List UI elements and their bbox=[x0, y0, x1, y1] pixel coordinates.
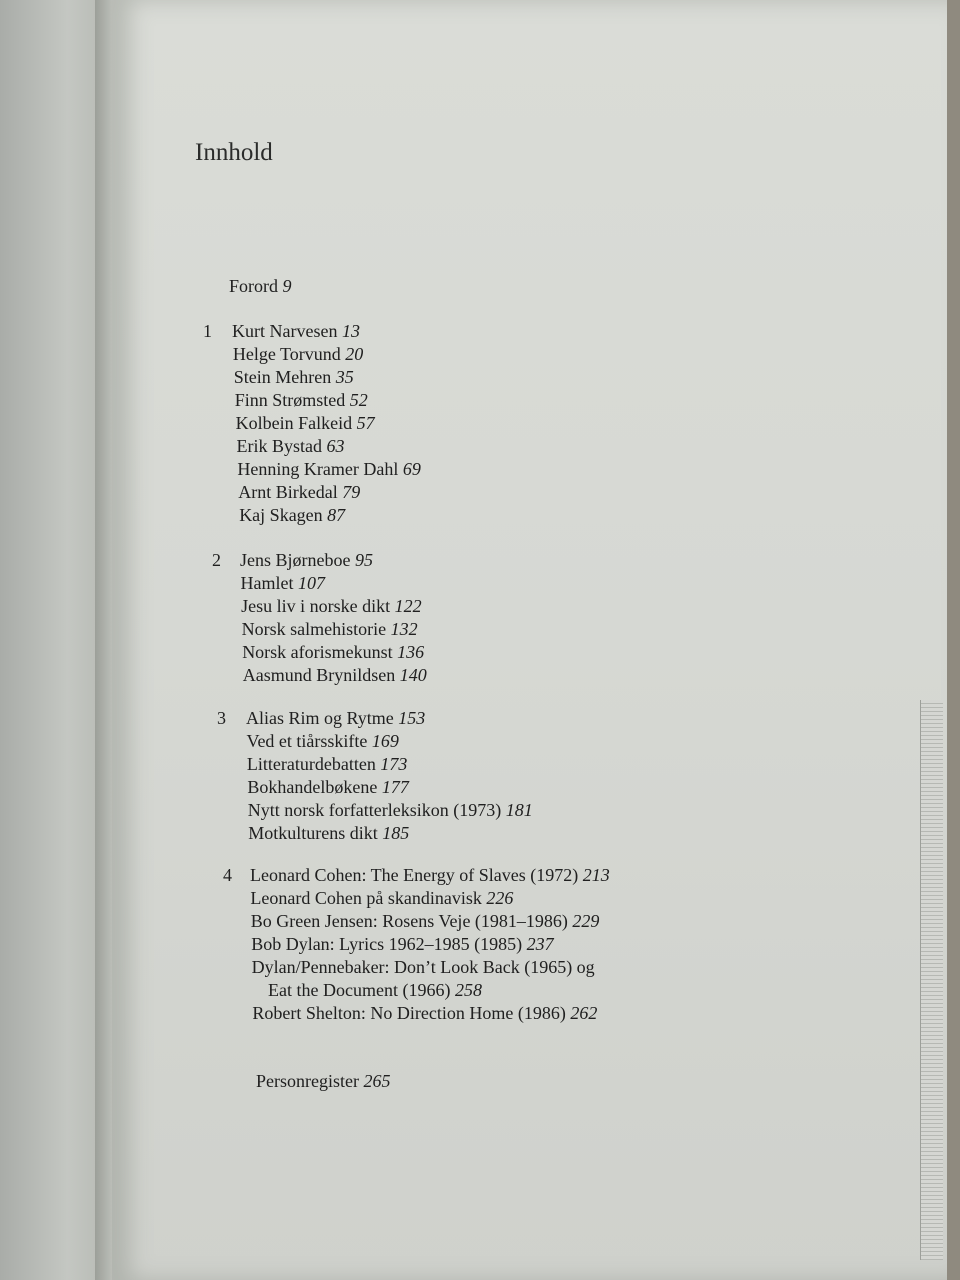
toc-entry bbox=[247, 753, 407, 775]
entry-page-number: 169 bbox=[371, 731, 399, 751]
section-number: 2 bbox=[212, 550, 221, 570]
toc-entry bbox=[246, 707, 425, 729]
entry-page-number: 13 bbox=[341, 321, 360, 341]
toc-entry bbox=[236, 412, 375, 434]
toc-entry bbox=[248, 799, 533, 821]
toc-entry bbox=[232, 320, 360, 342]
section-number: 4 bbox=[223, 865, 232, 885]
entry-page-number: 136 bbox=[397, 642, 425, 662]
entry-page-number: 87 bbox=[327, 505, 346, 525]
entry-title: Hamlet bbox=[240, 573, 294, 593]
entry-page-number: 185 bbox=[382, 823, 410, 843]
entry-page-number: 69 bbox=[402, 459, 421, 479]
entry-page-number: 63 bbox=[326, 436, 345, 456]
toc-entry bbox=[268, 979, 482, 1001]
toc-entry bbox=[243, 664, 427, 686]
toc-entry bbox=[239, 504, 345, 526]
toc-entry bbox=[251, 933, 553, 955]
toc-entry bbox=[250, 864, 610, 886]
toc-entry bbox=[241, 572, 325, 594]
entry-page-number: 132 bbox=[390, 619, 418, 639]
toc-entry bbox=[251, 910, 600, 932]
entry-page-number: 173 bbox=[380, 754, 408, 774]
entry-title: Finn Strømsted bbox=[234, 390, 346, 410]
entry-title: Stein Mehren bbox=[233, 367, 332, 387]
entry-title: Aasmund Brynildsen bbox=[242, 665, 396, 685]
page-title: Innhold bbox=[195, 138, 273, 166]
toc-entry bbox=[248, 822, 409, 844]
entry-page-number: 95 bbox=[354, 550, 373, 570]
foreword-entry bbox=[229, 275, 292, 297]
entry-title: Jens Bjørneboe bbox=[240, 550, 351, 570]
entry-title: Kurt Narvesen bbox=[232, 321, 338, 341]
entry-title: Helge Torvund bbox=[232, 344, 341, 364]
entry-page-number: 9 bbox=[282, 276, 292, 296]
toc-entry bbox=[252, 1002, 597, 1024]
entry-title: Bokhandelbøkene bbox=[247, 777, 378, 797]
entry-title: Forord bbox=[229, 276, 278, 296]
toc-entry bbox=[242, 618, 418, 640]
entry-title: Kolbein Falkeid bbox=[235, 413, 353, 433]
entry-title: Nytt norsk forfatterleksikon (1973) bbox=[247, 800, 502, 820]
entry-page-number: 229 bbox=[572, 911, 600, 931]
entry-title: Litteraturdebatten bbox=[246, 754, 376, 774]
entry-title: Dylan/Pennebaker: Don’t Look Back (1965) og bbox=[251, 957, 595, 977]
toc-entry bbox=[237, 435, 345, 457]
entry-title: Alias Rim og Rytme bbox=[246, 708, 394, 728]
entry-page-number: 262 bbox=[570, 1003, 598, 1023]
entry-title: Personregister bbox=[256, 1071, 359, 1091]
entry-title: Norsk salmehistorie bbox=[241, 619, 387, 639]
entry-title: Jesu liv i norske dikt bbox=[241, 596, 391, 616]
section-number: 1 bbox=[203, 321, 212, 341]
entry-title: Erik Bystad bbox=[236, 436, 322, 456]
entry-page-number: 20 bbox=[345, 344, 364, 364]
section-number: 3 bbox=[217, 708, 226, 728]
entry-title: Leonard Cohen på skandinavisk bbox=[250, 888, 482, 908]
entry-title: Ved et tiårsskifte bbox=[246, 731, 368, 751]
entry-title: Henning Kramer Dahl bbox=[237, 459, 399, 479]
entry-page-number: 122 bbox=[394, 596, 422, 616]
entry-page-number: 57 bbox=[356, 413, 375, 433]
toc-entry bbox=[247, 776, 408, 798]
toc-entry bbox=[240, 549, 373, 571]
entry-page-number: 237 bbox=[526, 934, 554, 954]
toc-entry bbox=[250, 887, 513, 909]
entry-page-number: 153 bbox=[398, 708, 426, 728]
toc-entry bbox=[233, 343, 363, 365]
toc-entry bbox=[235, 389, 368, 411]
entry-title: Motkulturens dikt bbox=[248, 823, 378, 843]
entry-title: Bo Green Jensen: Rosens Veje (1981–1986) bbox=[250, 911, 568, 931]
toc-entry bbox=[246, 730, 398, 752]
toc-entry bbox=[238, 481, 360, 503]
entry-title: Eat the Document (1966) bbox=[268, 980, 451, 1000]
toc-entry bbox=[234, 366, 354, 388]
entry-page-number: 177 bbox=[381, 777, 409, 797]
entry-title: Leonard Cohen: The Energy of Slaves (1972) bbox=[250, 865, 579, 885]
toc-entry bbox=[241, 595, 422, 617]
toc-entry bbox=[237, 458, 420, 480]
entry-page-number: 265 bbox=[363, 1071, 391, 1091]
entry-title: Arnt Birkedal bbox=[238, 482, 338, 502]
entry-page-number: 258 bbox=[454, 980, 482, 1000]
entry-page-number: 107 bbox=[298, 573, 326, 593]
entry-page-number: 213 bbox=[582, 865, 610, 885]
toc-entry bbox=[242, 641, 424, 663]
toc-entry bbox=[252, 956, 595, 978]
entry-page-number: 79 bbox=[342, 482, 361, 502]
entry-title: Robert Shelton: No Direction Home (1986) bbox=[252, 1003, 566, 1023]
entry-page-number: 35 bbox=[335, 367, 354, 387]
entry-page-number: 140 bbox=[399, 665, 427, 685]
entry-page-number: 181 bbox=[505, 800, 533, 820]
entry-title: Bob Dylan: Lyrics 1962–1985 (1985) bbox=[251, 934, 523, 954]
entry-page-number: 52 bbox=[349, 390, 368, 410]
index-entry bbox=[256, 1070, 390, 1092]
entry-page-number: 226 bbox=[486, 888, 514, 908]
entry-title: Norsk aforismekunst bbox=[242, 642, 393, 662]
entry-title: Kaj Skagen bbox=[239, 505, 323, 525]
